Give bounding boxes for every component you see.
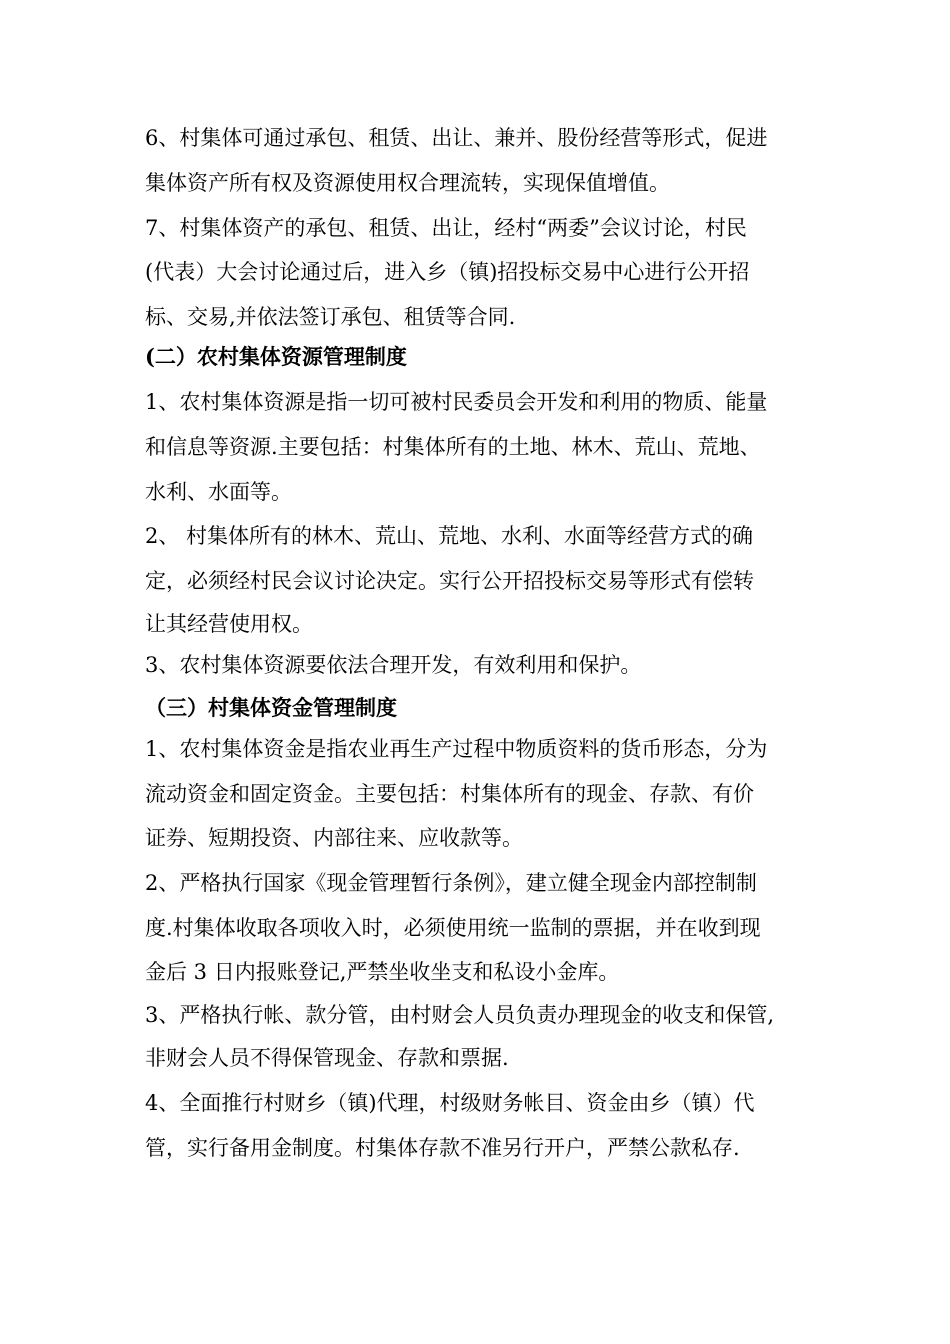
paragraph-6-line-1: 6、村集体可通过承包、租赁、出让、兼并、股份经营等形式，促进 [145, 126, 768, 150]
resources-item-2-line-1: 2、 村集体所有的林木、荒山、荒地、水利、水面等经营方式的确 [145, 524, 754, 548]
funds-item-3-line-1: 3、严格执行帐、款分管，由村财会人员负责办理现金的收支和保管, [145, 1003, 775, 1027]
paragraph-6-line-2: 集体资产所有权及资源使用权合理流转，实现保值增值。 [145, 171, 670, 195]
paragraph-7-line-2: (代表）大会讨论通过后，进入乡（镇)招投标交易中心进行公开招 [145, 260, 750, 284]
resources-item-1-line-1: 1、农村集体资源是指一切可被村民委员会开发和利用的物质、能量 [145, 390, 768, 414]
funds-item-3-line-2: 非财会人员不得保管现金、存款和票据. [145, 1046, 509, 1070]
funds-item-2-line-2: 度.村集体收取各项收入时，必须使用统一监制的票据，并在收到现 [145, 916, 761, 940]
resources-item-2-line-2: 定，必须经村民会议讨论决定。实行公开招投标交易等形式有偿转 [145, 569, 754, 593]
resources-item-1-line-3: 水利、水面等。 [145, 480, 292, 504]
resources-item-3-line-1: 3、农村集体资源要依法合理开发，有效利用和保护。 [145, 653, 642, 677]
paragraph-7-line-1: 7、村集体资产的承包、租赁、出让，经村“两委”会议讨论，村民 [145, 216, 747, 240]
funds-item-4-line-2: 管，实行备用金制度。村集体存款不准另行开户，严禁公款私存. [145, 1136, 740, 1160]
funds-item-4-line-1: 4、全面推行村财乡（镇)代理，村级财务帐目、资金由乡（镇）代 [145, 1091, 755, 1115]
funds-item-1-line-1: 1、农村集体资金是指农业再生产过程中物质资料的货币形态，分为 [145, 737, 768, 761]
section-heading-funds: （三）村集体资金管理制度 [145, 695, 397, 720]
resources-item-1-line-2: 和信息等资源.主要包括：村集体所有的土地、林木、荒山、荒地、 [145, 435, 761, 459]
funds-item-1-line-2: 流动资金和固定资金。主要包括：村集体所有的现金、存款、有价 [145, 782, 754, 806]
funds-item-2-line-1: 2、严格执行国家《现金管理暂行条例》，建立健全现金内部控制制 [145, 871, 757, 895]
section-heading-resources: (二）农村集体资源管理制度 [145, 344, 407, 369]
resources-item-2-line-3: 让其经营使用权。 [145, 612, 313, 636]
funds-item-2-line-3: 金后 3 日内报账登记,严禁坐收坐支和私设小金库。 [145, 960, 620, 984]
paragraph-7-line-3: 标、交易,并依法签订承包、租赁等合同. [145, 305, 516, 329]
funds-item-1-line-3: 证券、短期投资、内部往来、应收款等。 [145, 826, 523, 850]
